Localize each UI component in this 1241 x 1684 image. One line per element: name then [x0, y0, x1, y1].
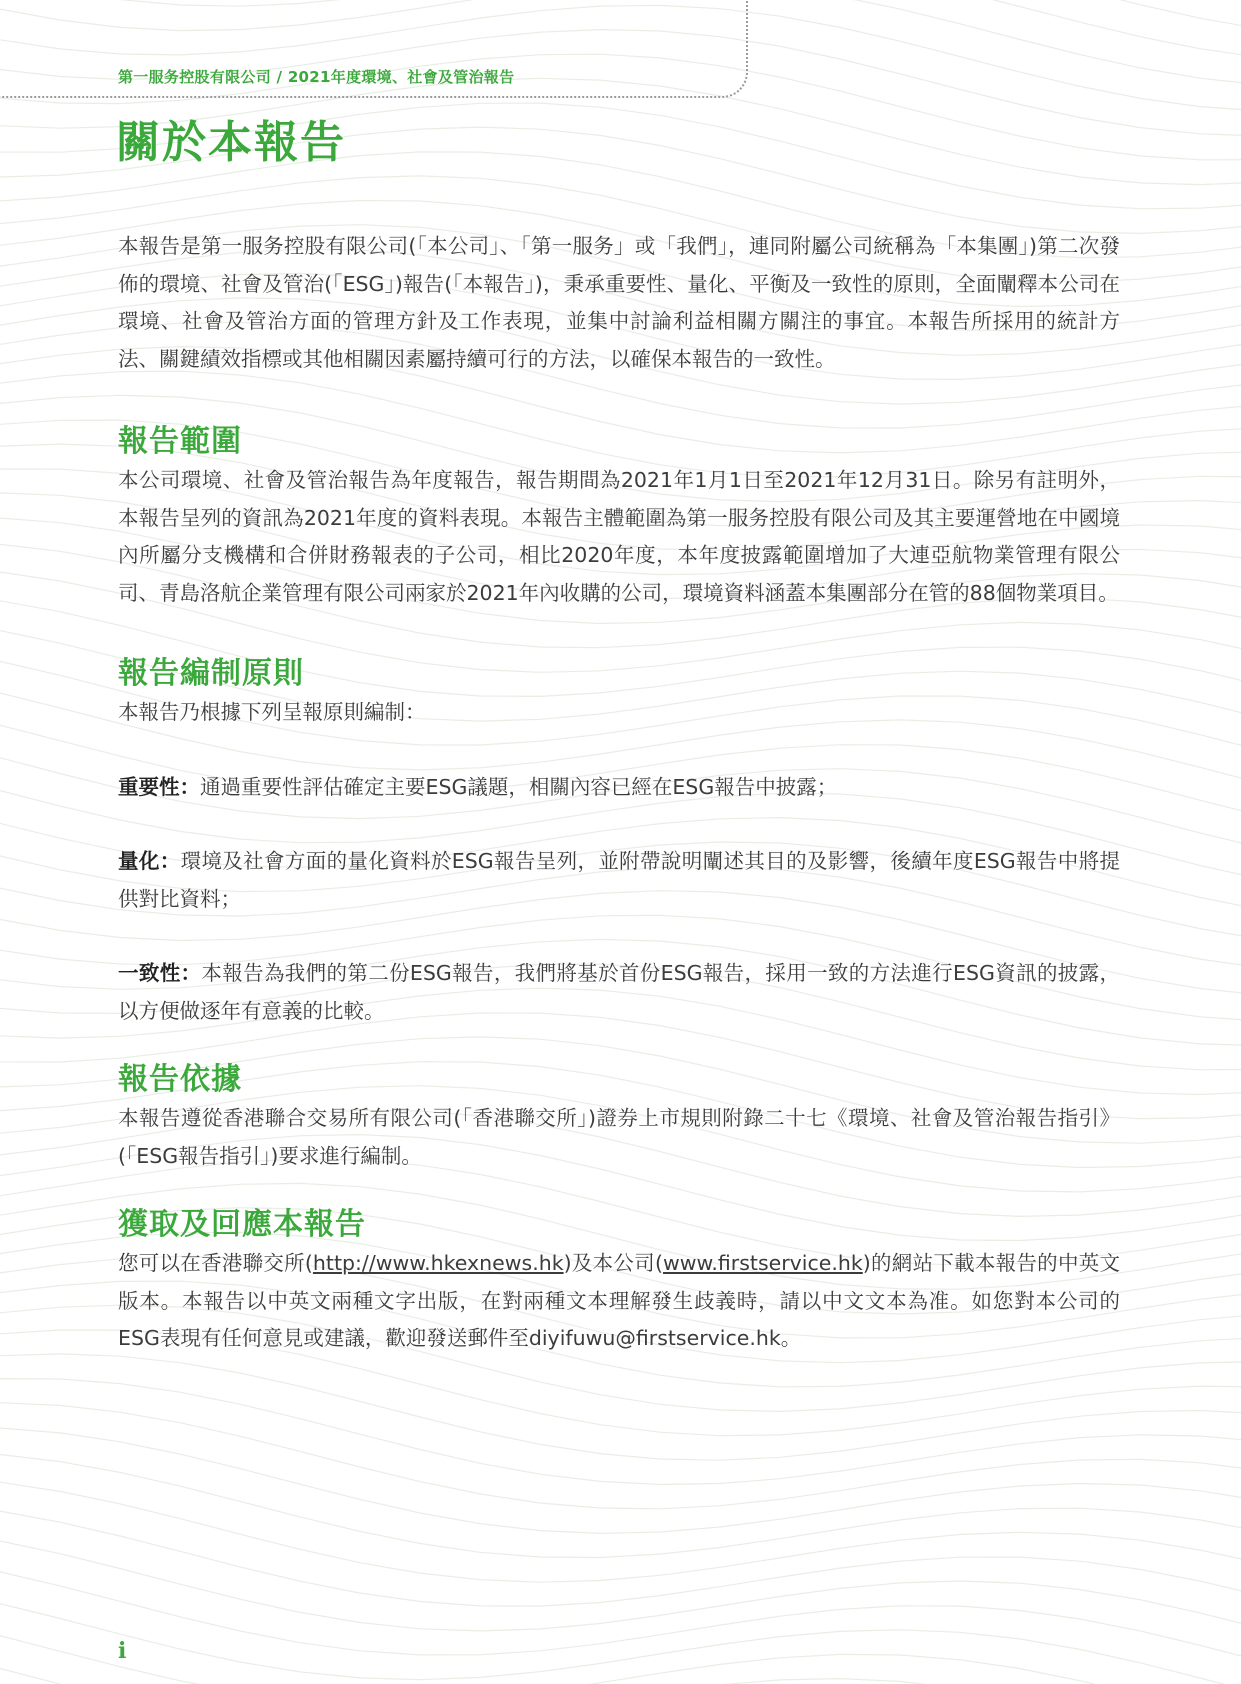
intro-paragraph: 本報告是第一服务控股有限公司(「本公司」、「第一服务」或「我們」，連同附屬公司統稱為「本集團」)第二次發佈的環境、社會及管治(「ESG」)報告(「本報告」)，秉承重要性、量化、平衡及一致性的原則，全面闡釋本公司在環境、社會及管治方面的管理方針及工作表現，並集中討論利益相關方關注的事宜。本報告所採用的統計方法、關鍵績效指標或其他相關因素屬持續可行的方法，以確保本報告的一致性。 — [118, 234, 1120, 371]
principle-quantitative — [118, 843, 1120, 918]
running-header: 第一服务控股有限公司 / 2021年度環境、社會及管治報告 — [118, 68, 515, 86]
report-body — [118, 228, 1120, 1358]
access-text: )及本公司( — [563, 1251, 663, 1275]
access-heading: 獲取及回應本報告 — [118, 1207, 366, 1242]
principle-term: 一致性： — [118, 961, 202, 985]
principle-text: 通過重要性評估確定主要ESG議題，相關內容已經在ESG報告中披露； — [200, 774, 838, 799]
principles-intro: 本報告乃根據下列呈報原則編制： — [118, 700, 426, 724]
wave-line — [0, 1511, 1241, 1611]
page-number: i — [118, 1638, 127, 1664]
access-text: )的網站下載本報告的中英文版本。本報告以中英文兩種文字出版，在對兩種文本理解發生歧義時，請以中文文本為准。如您對本公司的ESG表現有任何意見或建議，歡迎發送郵件至diyifuwu@firstservice.hk。 — [118, 1251, 1120, 1350]
principles-heading: 報告編制原則 — [118, 656, 304, 691]
basis-paragraph: 本報告遵從香港聯合交易所有限公司(「香港聯交所」)證券上市規則附錄二十七《環境、社會及管治報告指引》(「ESG報告指引」)要求進行編制。 — [118, 1106, 1120, 1168]
principle-term: 量化： — [118, 849, 181, 873]
principle-text: 本報告為我們的第二份ESG報告，我們將基於首份ESG報告，採用一致的方法進行ESG資訊的披露，以方便做逐年有意義的比較。 — [118, 961, 1120, 1023]
wave-line — [0, 1482, 1241, 1582]
access-paragraph — [118, 1245, 1120, 1358]
company-website-link[interactable]: www.firstservice.hk — [662, 1251, 863, 1275]
principle-consistency — [118, 955, 1120, 1030]
wave-line — [0, 1354, 1241, 1460]
hkex-link[interactable]: http://www.hkexnews.hk — [312, 1251, 564, 1275]
principle-materiality — [118, 769, 1120, 807]
wave-line — [0, 1455, 1241, 1558]
access-text: 您可以在香港聯交所( — [118, 1251, 313, 1275]
scope-paragraph: 本公司環境、社會及管治報告為年度報告，報告期間為2021年1月1日至2021年12月31日。除另有註明外，本報告呈列的資訊為2021年度的資料表現。本報告主體範圍為第一服务控股有限公司及其主要運營地在中國境內所屬分支機構和合併財務報表的子公司，相比2020年度，本年度披露範圍增加了大連亞航物業管理有限公司、青島洛航企業管理有限公司兩家於2021年內收購的公司，環境資料涵蓋本集團部分在管的88個物業項目。 — [118, 468, 1120, 605]
wave-line — [0, 1428, 1241, 1533]
principle-text: 環境及社會方面的量化資料於ESG報告呈列，並附帶說明闡述其目的及影響，後續年度ESG報告中將提供對比資料； — [118, 849, 1121, 911]
wave-line — [0, 1379, 1241, 1485]
scope-heading: 報告範圍 — [118, 424, 242, 459]
principle-term: 重要性： — [118, 774, 200, 799]
basis-heading: 報告依據 — [118, 1062, 242, 1097]
page-title: 關於本報告 — [116, 117, 346, 168]
